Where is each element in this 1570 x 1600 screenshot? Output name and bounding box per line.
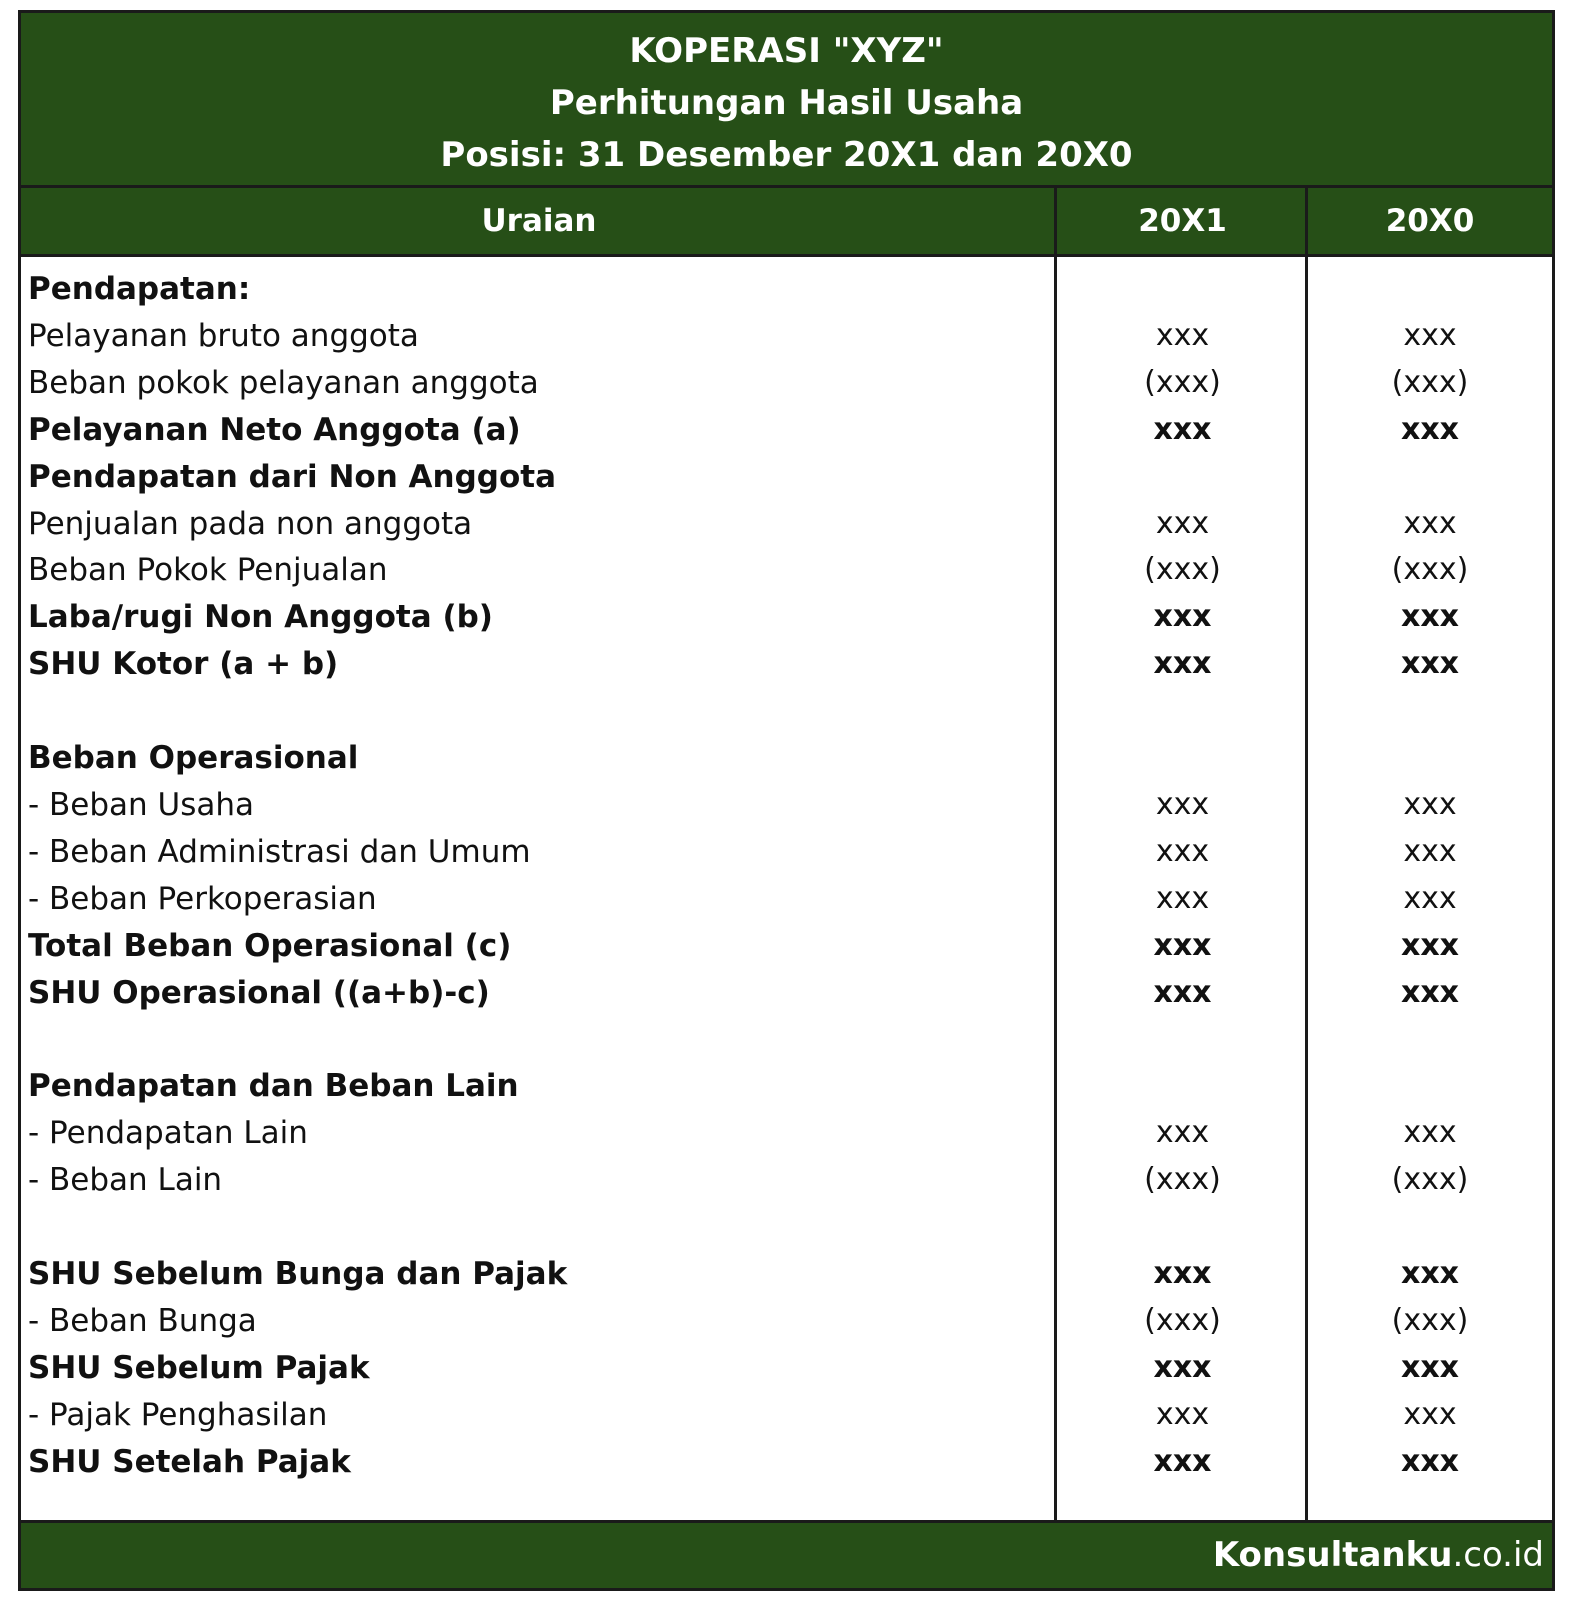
value-20x0 — [1308, 734, 1552, 782]
value-20x0: xxx — [1403, 880, 1457, 916]
report-frame — [18, 10, 1555, 1591]
report-period: Posisi: 31 Desember 20X1 dan 20X0 — [440, 135, 1133, 175]
table-row — [21, 1015, 1552, 1063]
table-row — [21, 640, 1552, 688]
value-20x1: (xxx) — [1144, 1162, 1221, 1198]
value-20x0: xxx — [1403, 1115, 1457, 1151]
row-label: SHU Sebelum Pajak — [28, 1349, 370, 1386]
value-20x0: xxx — [1403, 317, 1457, 353]
table-row — [21, 1391, 1552, 1439]
value-20x0: xxx — [1403, 786, 1457, 822]
row-label: Pendapatan dan Beban Lain — [28, 1068, 519, 1105]
value-20x1: xxx — [1153, 927, 1212, 963]
value-20x1 — [1057, 1203, 1308, 1251]
value-20x0 — [1308, 1062, 1552, 1110]
value-20x0: xxx — [1400, 646, 1460, 682]
column-header-20x1: 20X1 — [1138, 203, 1227, 239]
value-20x1: xxx — [1153, 1443, 1212, 1479]
value-20x1: xxx — [1153, 646, 1212, 682]
column-header-20x0: 20X0 — [1385, 203, 1475, 239]
value-20x0 — [1308, 687, 1552, 735]
table-row — [21, 1250, 1552, 1298]
table-row — [21, 781, 1552, 829]
value-20x0: xxx — [1400, 1443, 1460, 1479]
value-20x1: xxx — [1155, 317, 1210, 353]
table-row — [21, 1344, 1552, 1392]
table-row — [21, 1156, 1552, 1204]
value-20x1: xxx — [1153, 1255, 1212, 1291]
value-20x0 — [1308, 265, 1552, 313]
value-20x1 — [1057, 1015, 1308, 1063]
table-row — [21, 359, 1552, 407]
value-20x0: xxx — [1400, 1255, 1460, 1291]
value-20x0: (xxx) — [1391, 552, 1469, 588]
row-label: Beban Operasional — [28, 740, 359, 776]
value-20x1 — [1057, 265, 1308, 313]
table-row — [21, 828, 1552, 876]
row-label: - Beban Lain — [28, 1162, 223, 1199]
table-row — [21, 312, 1552, 360]
table-row — [21, 500, 1552, 548]
table-row — [21, 875, 1552, 923]
row-label: Pelayanan Neto Anggota (a) — [28, 411, 521, 448]
value-20x0 — [1308, 1203, 1552, 1251]
value-20x1: (xxx) — [1144, 364, 1221, 400]
table-row — [21, 1438, 1552, 1486]
value-20x1: xxx — [1155, 880, 1210, 916]
value-20x0: (xxx) — [1391, 1302, 1469, 1338]
row-label: - Beban Perkoperasian — [28, 880, 377, 917]
value-20x0: xxx — [1403, 833, 1457, 869]
table-row — [21, 1062, 1552, 1110]
value-20x0: (xxx) — [1391, 364, 1469, 400]
value-20x0: xxx — [1400, 411, 1460, 447]
row-label: - Beban Bunga — [28, 1302, 257, 1339]
value-20x1: xxx — [1153, 974, 1212, 1010]
table-row — [21, 1203, 1552, 1251]
value-20x0 — [1308, 453, 1552, 501]
table-row — [21, 265, 1552, 313]
table-row — [21, 1109, 1552, 1157]
table-row — [21, 406, 1552, 454]
value-20x1: xxx — [1155, 786, 1210, 822]
value-20x1: xxx — [1155, 833, 1210, 869]
table-row — [21, 734, 1552, 782]
value-20x0: xxx — [1400, 1349, 1460, 1385]
value-20x1 — [1057, 1062, 1308, 1110]
value-20x0: xxx — [1403, 505, 1457, 541]
value-20x0: xxx — [1400, 599, 1460, 635]
report-header — [21, 13, 1552, 188]
value-20x1: xxx — [1155, 1396, 1210, 1432]
table-row — [21, 687, 1552, 735]
row-label: Pendapatan: — [28, 271, 251, 307]
row-label: Total Beban Operasional (c) — [28, 927, 512, 964]
row-label: - Beban Administrasi dan Umum — [28, 833, 531, 870]
value-20x0: xxx — [1400, 927, 1460, 963]
report-title: Perhitungan Hasil Usaha — [549, 83, 1024, 123]
value-20x0: xxx — [1403, 1396, 1457, 1432]
table-row — [21, 453, 1552, 501]
value-20x0: xxx — [1400, 974, 1460, 1010]
table-row — [21, 546, 1552, 594]
table-body — [21, 257, 1552, 1525]
value-20x1: xxx — [1153, 599, 1212, 635]
value-20x0: (xxx) — [1391, 1162, 1469, 1198]
value-20x0 — [1308, 1015, 1552, 1063]
row-label: Penjualan pada non anggota — [28, 505, 473, 542]
value-20x1: xxx — [1155, 505, 1210, 541]
row-label: SHU Kotor (a + b) — [28, 646, 339, 683]
brand-domain: .co.id — [1452, 1535, 1544, 1575]
row-label: - Pajak Penghasilan — [28, 1396, 328, 1433]
brand-name: Konsultanku — [1212, 1535, 1453, 1575]
row-label: SHU Sebelum Bunga dan Pajak — [28, 1255, 568, 1292]
table-row — [21, 593, 1552, 641]
table-header-row — [21, 188, 1552, 257]
row-label: SHU Setelah Pajak — [28, 1443, 351, 1480]
value-20x1 — [1057, 734, 1308, 782]
table-row — [21, 922, 1552, 970]
table-row — [21, 1297, 1552, 1345]
value-20x1: (xxx) — [1144, 552, 1221, 588]
value-20x1: xxx — [1153, 1349, 1212, 1385]
value-20x1 — [1057, 453, 1308, 501]
row-label: - Pendapatan Lain — [28, 1115, 308, 1152]
row-label: Pendapatan dari Non Anggota — [28, 458, 557, 495]
value-20x1: (xxx) — [1144, 1302, 1221, 1338]
table-row — [21, 969, 1552, 1017]
footer-band — [21, 1520, 1552, 1588]
column-header-uraian: Uraian — [481, 203, 597, 239]
row-label: Pelayanan bruto anggota — [28, 317, 419, 354]
company-name: KOPERASI "XYZ" — [629, 31, 944, 71]
row-label: Beban pokok pelayanan anggota — [28, 364, 539, 401]
row-label: - Beban Usaha — [28, 786, 255, 823]
row-label: Beban Pokok Penjualan — [28, 552, 388, 589]
value-20x1: xxx — [1153, 411, 1212, 447]
row-label: SHU Operasional ((a+b)-c) — [28, 974, 490, 1011]
row-label: Laba/rugi Non Anggota (b) — [28, 599, 493, 636]
value-20x1: xxx — [1155, 1115, 1210, 1151]
value-20x1 — [1057, 687, 1308, 735]
